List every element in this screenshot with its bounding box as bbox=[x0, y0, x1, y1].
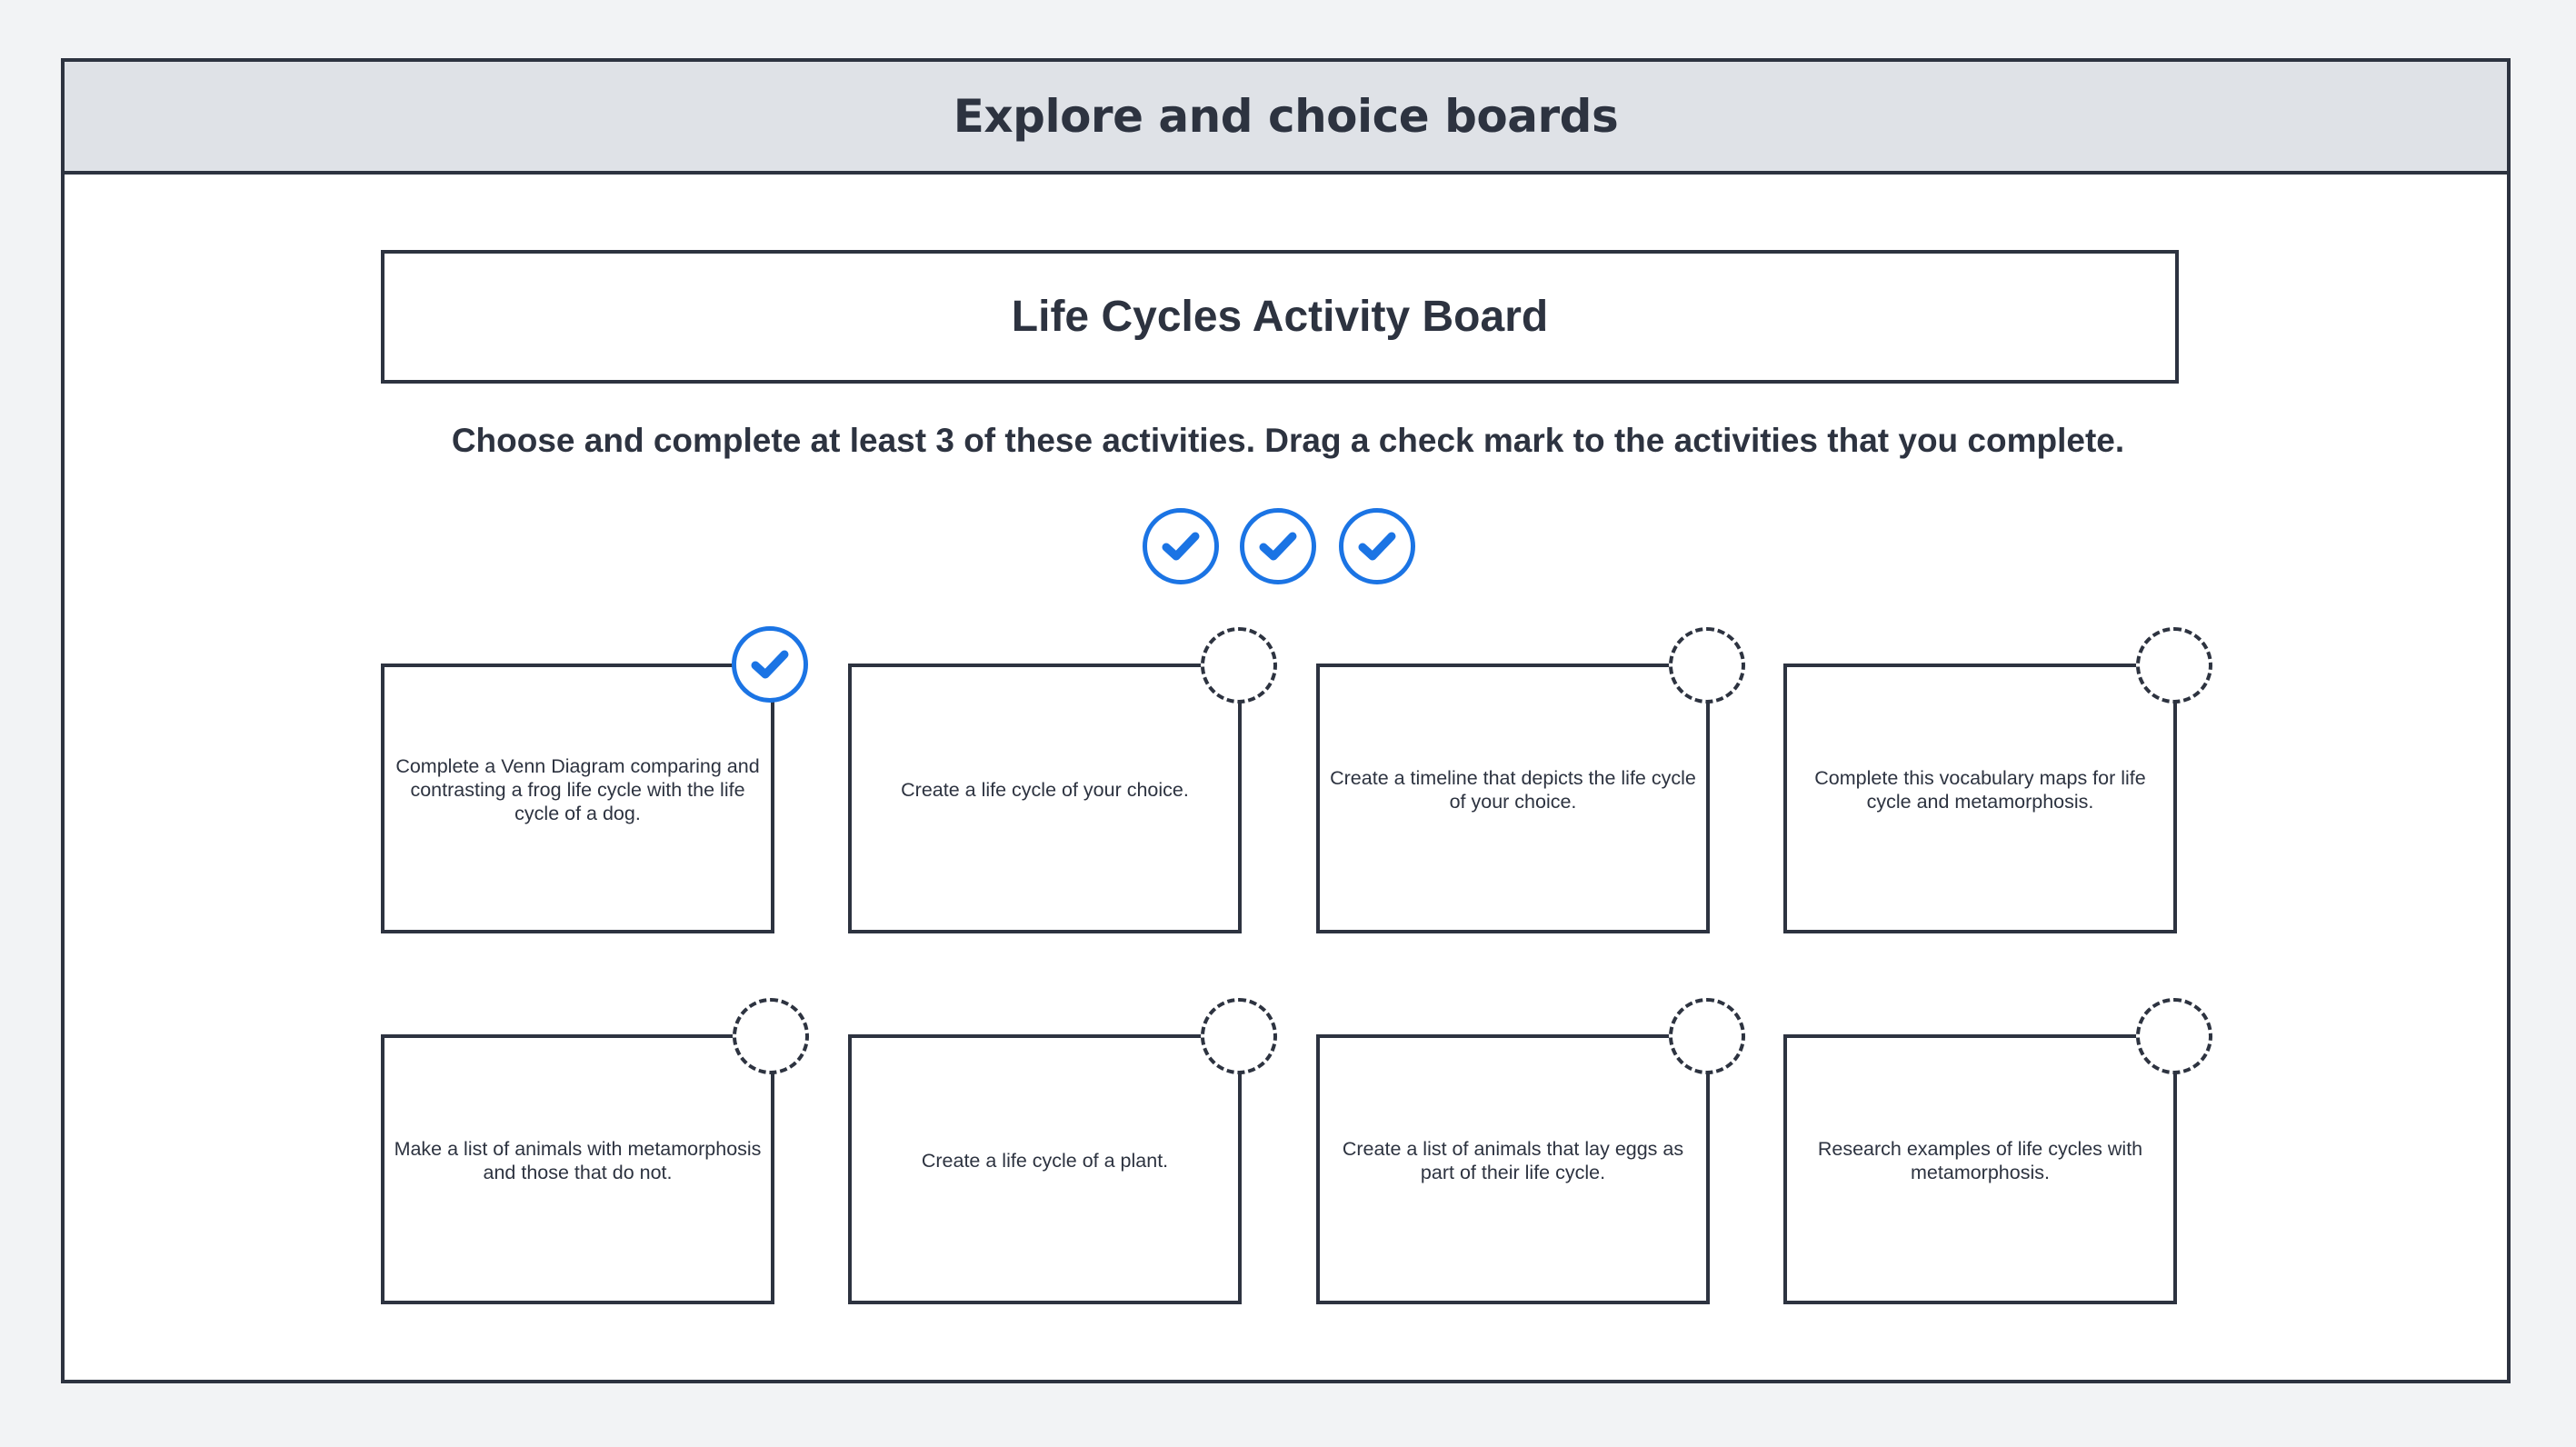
check-drop-slot[interactable] bbox=[1669, 627, 1745, 704]
instructions-text: Choose and complete at least 3 of these activities. Drag a check mark to the activities that you complete. bbox=[451, 422, 2125, 459]
check-mark-icon bbox=[1157, 523, 1204, 570]
check-mark-icon bbox=[1353, 523, 1401, 570]
draggable-check-mark-2[interactable] bbox=[1240, 508, 1316, 584]
activity-card-7 bbox=[1316, 1034, 1710, 1304]
activity-card-4 bbox=[1783, 664, 2177, 933]
activity-card-6 bbox=[848, 1034, 1242, 1304]
activity-text: Make a list of animals with metamorphosis and those that do not. bbox=[394, 1137, 762, 1183]
activity-text: Create a timeline that depicts the life cycle of your choice. bbox=[1330, 766, 1696, 813]
activity-text: Complete a Venn Diagram comparing and contrasting a frog life cycle with the life cycle of a dog. bbox=[395, 754, 760, 824]
activity-text: Research examples of life cycles with metamorphosis. bbox=[1817, 1137, 2143, 1183]
check-drop-slot[interactable] bbox=[1201, 627, 1277, 704]
check-mark-icon bbox=[746, 641, 794, 688]
board-title-box bbox=[381, 250, 2179, 384]
frame-header bbox=[65, 62, 2507, 175]
check-drop-slot[interactable] bbox=[733, 998, 809, 1074]
activity-card-8 bbox=[1783, 1034, 2177, 1304]
check-mark-icon bbox=[1254, 523, 1302, 570]
board-title: Life Cycles Activity Board bbox=[1011, 293, 1549, 341]
draggable-check-mark-3[interactable] bbox=[1339, 508, 1415, 584]
check-drop-slot[interactable] bbox=[1669, 998, 1745, 1074]
activity-card-1 bbox=[381, 664, 774, 933]
page-title: Explore and choice boards bbox=[953, 90, 1619, 143]
check-drop-slot[interactable] bbox=[2136, 998, 2212, 1074]
placed-check-mark[interactable] bbox=[732, 626, 808, 703]
activity-text: Create a life cycle of a plant. bbox=[921, 1149, 1169, 1172]
activity-card-5 bbox=[381, 1034, 774, 1304]
check-drop-slot[interactable] bbox=[2136, 627, 2212, 704]
draggable-check-mark-1[interactable] bbox=[1143, 508, 1219, 584]
activity-text: Complete this vocabulary maps for life cycle and metamorphosis. bbox=[1814, 766, 2146, 813]
activity-text: Create a life cycle of your choice. bbox=[901, 778, 1189, 801]
activity-text: Create a list of animals that lay eggs as part of their life cycle. bbox=[1342, 1137, 1684, 1183]
activity-card-2 bbox=[848, 664, 1242, 933]
activity-card-3 bbox=[1316, 664, 1710, 933]
check-drop-slot[interactable] bbox=[1201, 998, 1277, 1074]
